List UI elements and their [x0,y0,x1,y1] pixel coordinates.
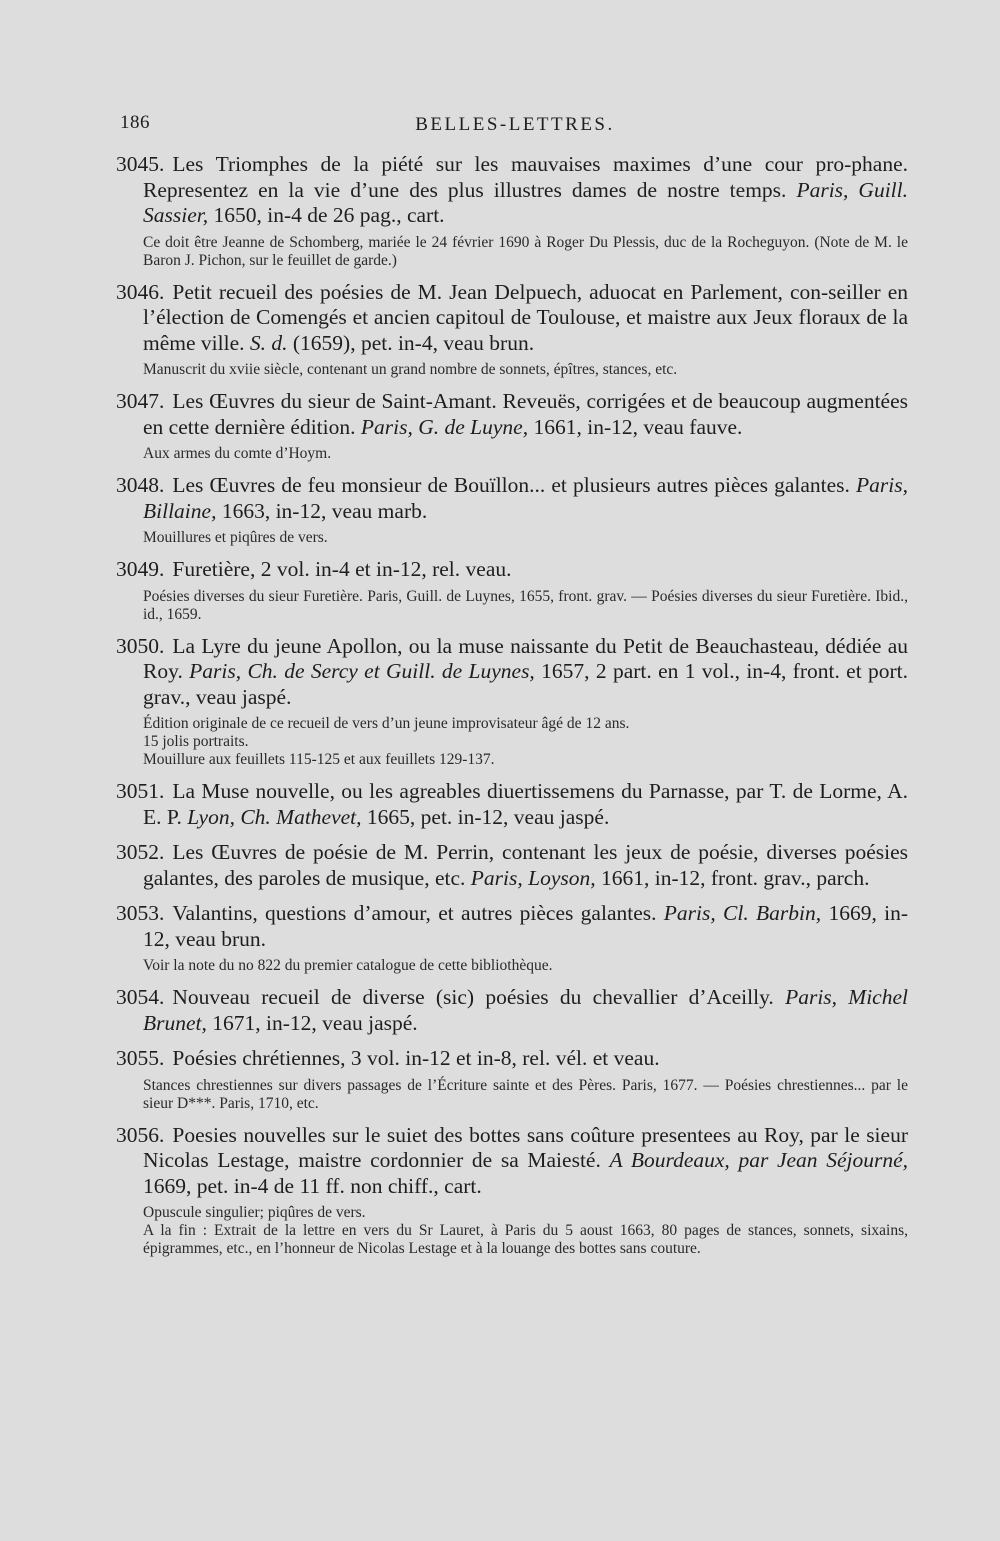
entry-main-text [116,779,908,830]
entry-imprint: Paris, Cl. Barbin, [663,901,822,925]
entry-main-text [116,985,908,1036]
entry-number: 3051. [116,779,165,803]
entry-title: La Muse nouvelle, ou les agreables diuertissemens du Parnasse, par T. de Lorme, A. E. P. [143,779,908,829]
entry-number: 3048. [116,473,165,497]
entry-number: 3054. [116,985,165,1009]
entry-number: 3046. [116,279,165,304]
entry-number: 3049. [116,557,165,581]
catalogue-entry [116,634,908,770]
entry-details: 1669, in-12, veau brun. [143,901,908,951]
entry-list [116,152,908,1268]
page-header [0,112,1000,142]
entry-note: Voir la note du no 822 du premier catalogue de cette bibliothèque. [143,957,553,974]
entry-note: Manuscrit du xviie siècle, contenant un grand nombre de sonnets, épîtres, stances, etc. [143,361,678,378]
catalogue-entry [116,840,908,891]
entry-details: 1671, in-12, veau jaspé. [212,1010,418,1035]
catalogue-entry [116,779,908,830]
catalogue-entry [116,1046,908,1113]
catalogue-entry [116,389,908,463]
entry-details: 1650, in-4 de 26 pag., cart. [213,203,445,227]
page-number: 186 [120,112,150,133]
entry-number: 3056. [116,1122,165,1147]
entry-details: 1661, in-12, front. grav., parch. [601,865,870,890]
entry-note: 15 jolis portraits. [143,733,249,750]
entry-number: 3052. [116,840,165,864]
entry-note: Poésies diverses du sieur Furetière. Paris, Guill. de Luynes, 1655, front. grav. — Poésies diverses du sieur Furetière. Ibid., id., 1659. [143,587,908,623]
entry-title: Valantins, questions d’amour, et autres pièces galantes. [172,901,657,925]
entry-note: Opuscule singulier; piqûres de vers. [143,1204,366,1221]
entry-note: Mouillures et piqûres de vers. [143,529,328,546]
running-head: BELLES-LETTRES. [415,114,615,135]
entry-details: 1661, in-12, veau fauve. [533,414,743,439]
catalogue-entry [116,473,908,547]
entry-imprint: Paris, Guill. Sassier, [143,177,908,227]
entry-imprint: A Bourdeaux, par Jean Séjourné, [609,1148,909,1172]
entry-main-text [116,634,908,711]
entry-details: (1659), pet. in-4, veau brun. [292,330,535,355]
entry-main-text [116,557,908,583]
entry-note: Aux armes du comte d’Hoym. [143,445,332,462]
entry-title: Poésies chrétiennes, 3 vol. in-12 et in-8, rel. vél. et veau. [172,1046,660,1070]
catalogue-entry [116,280,908,380]
entry-number: 3047. [116,389,165,413]
entry-number: 3055. [116,1046,165,1070]
entry-imprint: Paris, G. de Luyne, [360,414,529,439]
entry-title: Poesies nouvelles sur le suiet des bottes sans coûture presentees au Roy, par le sieur Nicolas Lestage, maistre cordonnier de sa Maiesté. [143,1122,908,1172]
entry-main-text [116,1123,908,1200]
catalogue-entry [116,557,908,624]
entry-main-text [116,840,908,891]
entry-main-text [116,280,908,357]
entry-number: 3050. [116,633,165,658]
entry-imprint: Paris, Michel Brunet, [143,985,908,1035]
entry-title: Petit recueil des poésies de M. Jean Delpuech, aduocat en Parlement, con-seiller en l’élection de Comengés et ancien capitoul de Toulouse, et maistre aux Jeux floraux de la même ville. [143,279,908,355]
entry-note: Édition originale de ce recueil de vers d’un jeune improvisateur âgé de 12 ans. [143,715,630,732]
entry-note: A la fin : Extrait de la lettre en vers du Sr Lauret, à Paris du 5 aoust 1663, 80 pages de stances, sonnets, sixains, épigrammes, etc., en l’honneur de Nicolas Lestage et à la louange des bottes sans couture. [143,1222,908,1257]
catalogue-entry [116,901,908,975]
catalogue-entry [116,152,908,270]
entry-title: Les Œuvres du sieur de Saint-Amant. Reveuës, corrigées et de beaucoup augmentées en cette dernière édition. [143,389,908,439]
entry-imprint: Paris, Billaine, [143,473,908,523]
entry-number: 3053. [116,901,165,925]
entry-note: Ce doit être Jeanne de Schomberg, mariée le 24 février 1690 à Roger Du Plessis, duc de la Rocheguyon. (Note de M. le Baron J. Pichon, sur le feuillet de garde.) [143,233,908,269]
entry-title: La Lyre du jeune Apollon, ou la muse naissante du Petit de Beauchasteau, dédiée au Roy. [143,633,908,683]
entry-details: 1657, 2 part. en 1 vol., in-4, front. et port. grav., veau jaspé. [143,659,909,709]
entry-main-text [116,473,908,524]
entry-imprint: Paris, Ch. de Sercy et Guill. de Luynes, [189,659,535,683]
catalogue-entry [116,1123,908,1259]
catalogue-entry [116,985,908,1036]
entry-imprint: S. d. [249,330,288,355]
entry-details: 1663, in-12, veau marb. [221,498,428,523]
entry-imprint: Lyon, Ch. Mathevet, [187,804,362,829]
entry-main-text [116,901,908,952]
entry-title: Les Œuvres de feu monsieur de Bouïllon... et plusieurs autres pièces galantes. [172,473,850,497]
entry-note: Stances chrestiennes sur divers passages de l’Écriture sainte et des Pères. Paris, 1677. — Poésies chrestiennes... par le sieur D***. Paris, 1710, etc. [143,1076,908,1112]
entry-note: Mouillure aux feuillets 115-125 et aux feuillets 129-137. [143,751,495,768]
entry-main-text [116,1046,908,1072]
entry-details: 1665, pet. in-12, veau jaspé. [366,804,610,829]
entry-title: Furetière, 2 vol. in-4 et in-12, rel. veau. [172,557,512,581]
entry-main-text [116,152,908,229]
entry-number: 3045. [116,152,165,176]
entry-title: Les Œuvres de poésie de M. Perrin, contenant les jeux de poésie, diverses poésies galantes, des paroles de musique, etc. [143,840,908,890]
entry-imprint: Paris, Loyson, [470,865,596,890]
entry-title: Nouveau recueil de diverse (sic) poésies du chevallier d’Aceilly. [172,985,774,1009]
entry-main-text [116,389,908,440]
entry-title: Les Triomphes de la piété sur les mauvaises maximes d’une cour pro-phane. Representez en la vie d’une des plus illustres dames de nostre temps. [143,152,908,202]
entry-details: 1669, pet. in-4 de 11 ff. non chiff., cart. [143,1173,482,1198]
